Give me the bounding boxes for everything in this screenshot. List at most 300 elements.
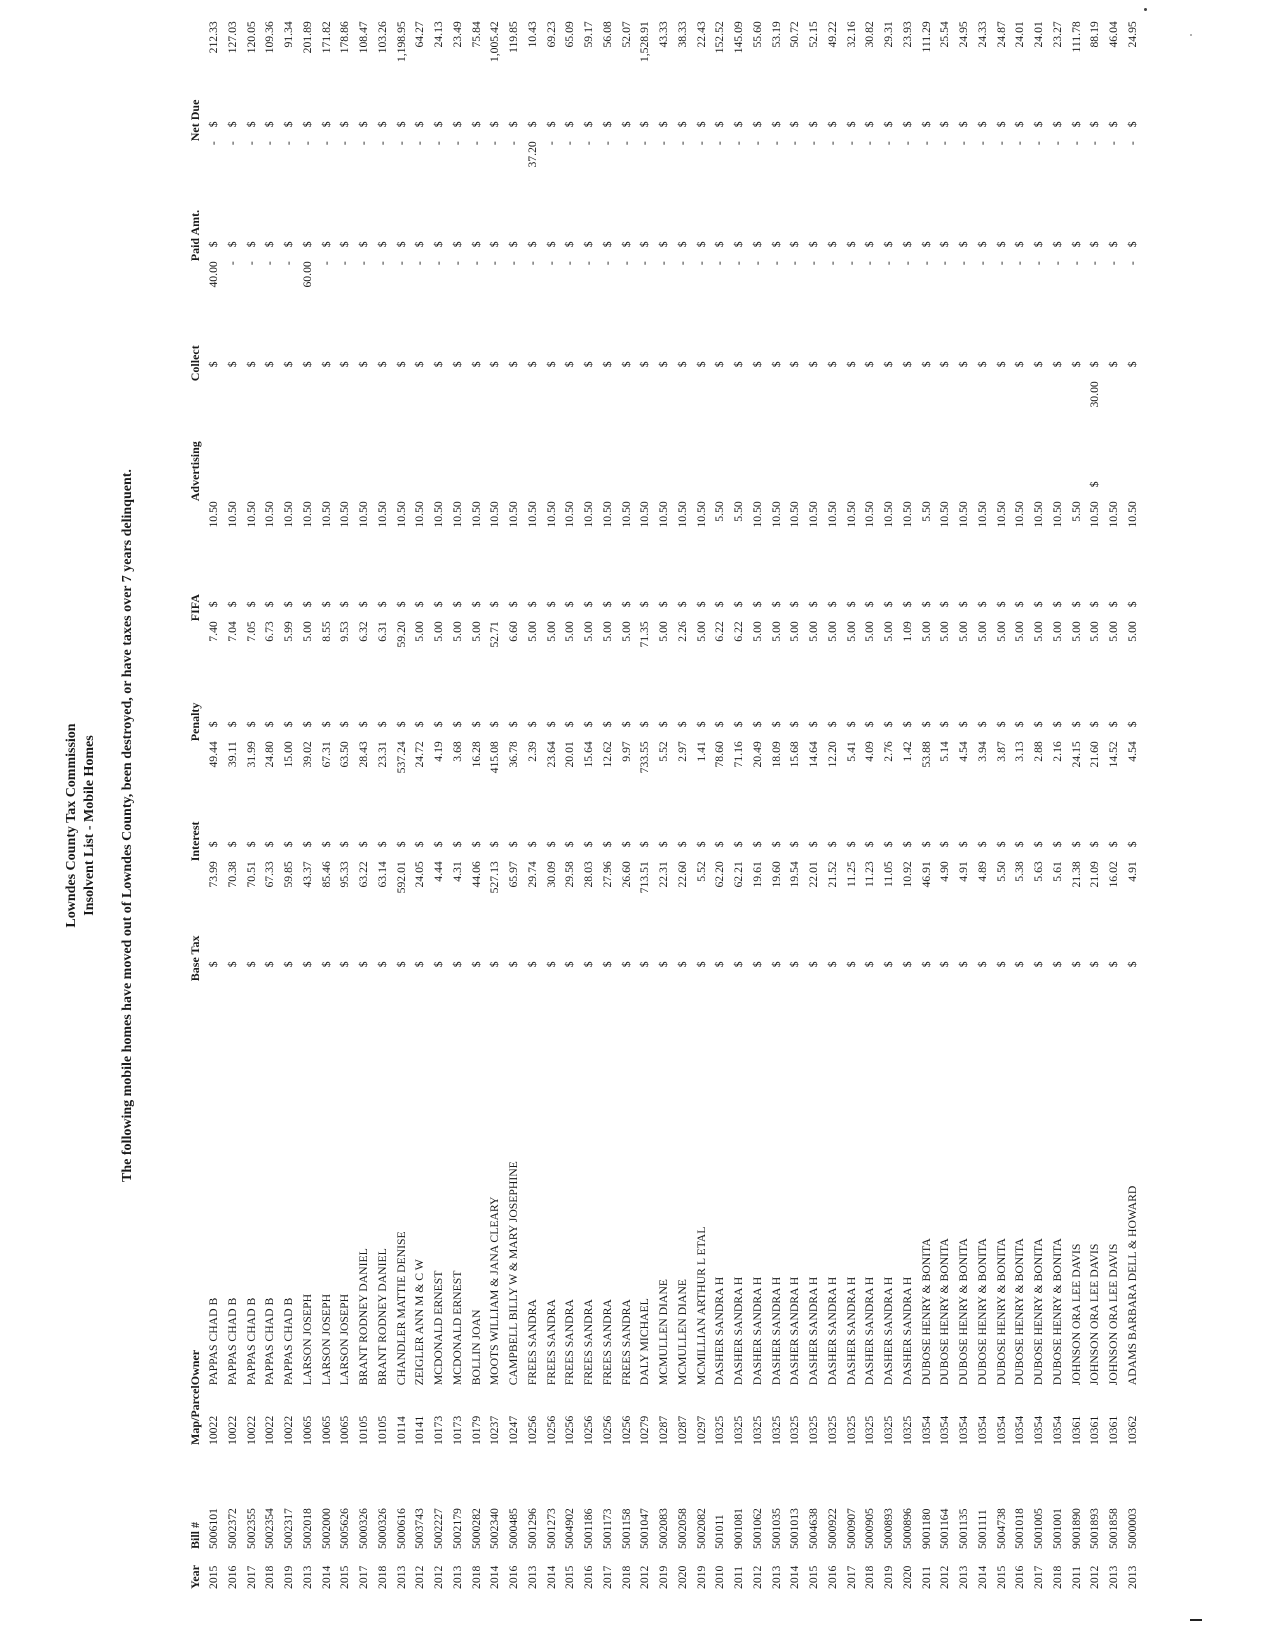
dollar-sign: $ [1050, 121, 1064, 128]
amount-value: 4.89 [975, 861, 989, 882]
cell-bill-number: 9001890 [1069, 1508, 1083, 1549]
dollar-sign: $ [657, 361, 670, 368]
cell-bill-number: 5001273 [544, 1508, 558, 1549]
cell-collect [1049, 261, 1068, 381]
amount-value: - [900, 261, 914, 266]
amount-value: 5.52 [657, 741, 670, 762]
dollar-sign: $ [769, 841, 783, 848]
table-row [899, 21, 918, 1589]
table-row [355, 21, 374, 1589]
cell-year: 2014 [788, 1565, 802, 1589]
amount-value: 24.95 [1125, 21, 1139, 48]
cell-paid [936, 141, 955, 261]
cell-bill-number: 5000896 [900, 1508, 914, 1549]
cell-paid [1030, 141, 1049, 261]
amount-value: - [957, 141, 970, 146]
cell-fifa [505, 501, 524, 621]
amount-value: 3.13 [1013, 741, 1027, 762]
amount-value: - [975, 261, 989, 266]
dollar-sign: $ [282, 121, 295, 128]
dollar-sign: $ [338, 241, 352, 248]
cell-map-parcel: 10173 [432, 1415, 445, 1445]
amount-value: 7.40 [207, 621, 220, 642]
amount-value: - [375, 261, 389, 266]
dollar-sign: $ [600, 961, 614, 968]
dollar-sign: $ [357, 601, 370, 608]
amount-value: 29.31 [882, 21, 895, 48]
cell-collect [711, 261, 730, 381]
cell-advertising [243, 381, 262, 501]
amount-value: 5.00 [957, 621, 970, 642]
table-row [955, 21, 974, 1589]
dollar-sign: $ [375, 721, 389, 728]
cell-interest [524, 741, 543, 861]
amount-value: 5.61 [1050, 861, 1064, 882]
amount-value: - [582, 141, 595, 146]
amount-value: 212.33 [207, 21, 220, 54]
dollar-sign: $ [844, 841, 858, 848]
amount-value: 24.72 [413, 741, 427, 768]
cell-map-parcel: 10279 [638, 1415, 652, 1445]
cell-advertising [336, 381, 355, 501]
amount-value: - [582, 261, 595, 266]
dollar-sign: $ [469, 601, 483, 608]
dollar-sign: $ [207, 721, 220, 728]
amount-value: 22.01 [807, 861, 820, 888]
cell-paid [1086, 141, 1105, 261]
cell-year: 2018 [263, 1565, 277, 1589]
cell-net [655, 21, 674, 141]
dollar-sign: $ [507, 841, 520, 848]
amount-value: - [525, 261, 539, 266]
cell-base [374, 861, 393, 981]
dollar-sign: $ [863, 361, 877, 368]
amount-value: 10.50 [244, 501, 258, 528]
amount-value: 527.13 [488, 861, 502, 894]
amount-value: 5.00 [413, 621, 427, 642]
amount-value: - [675, 261, 689, 266]
amount-value: - [375, 141, 389, 146]
dollar-sign: $ [432, 241, 445, 248]
dollar-sign: $ [507, 961, 520, 968]
cell-interest [711, 741, 730, 861]
amount-value: 733.55 [638, 741, 652, 774]
dollar-sign: $ [244, 721, 258, 728]
amount-value: - [1069, 141, 1083, 146]
cell-net [261, 21, 280, 141]
cell-collect [299, 261, 318, 381]
table-row [693, 21, 712, 1589]
cell-year: 2017 [357, 1565, 370, 1589]
cell-penalty [618, 621, 637, 741]
dollar-sign: $ [994, 961, 1008, 968]
cell-advertising [636, 381, 655, 501]
dollar-sign: $ [600, 241, 614, 248]
insolvent-table [183, 21, 1143, 1589]
dollar-sign: $ [994, 241, 1008, 248]
cell-net [693, 21, 712, 141]
dollar-sign: $ [1013, 961, 1027, 968]
table-row [1086, 21, 1105, 1589]
amount-value: - [394, 261, 408, 266]
dollar-sign: $ [1013, 121, 1027, 128]
cell-base [786, 861, 805, 981]
cell-collect [1030, 261, 1049, 381]
cell-collect [355, 261, 374, 381]
dollar-sign: $ [1088, 841, 1102, 848]
cell-year: 2014 [544, 1565, 558, 1589]
dollar-sign: $ [957, 841, 970, 848]
amount-value: 10.43 [525, 21, 539, 48]
cell-advertising [261, 381, 280, 501]
amount-value: - [769, 261, 783, 266]
dollar-sign: $ [1069, 841, 1083, 848]
table-row [636, 21, 655, 1589]
dollar-sign: $ [1088, 361, 1102, 368]
cell-owner: DASHER SANDRA H [769, 1276, 783, 1386]
table-row [561, 21, 580, 1589]
table-row [505, 21, 524, 1589]
amount-value: 32.16 [844, 21, 858, 48]
cell-advertising [655, 381, 674, 501]
amount-value: 10.50 [357, 501, 370, 528]
amount-value: - [1032, 261, 1045, 266]
dollar-sign: $ [563, 121, 577, 128]
cell-map-parcel: 10354 [994, 1415, 1008, 1445]
header-row [183, 21, 205, 1589]
cell-paid [693, 141, 712, 261]
table-row [393, 21, 412, 1589]
cell-paid [243, 141, 262, 261]
amount-value: - [357, 261, 370, 266]
amount-value: - [282, 141, 295, 146]
dollar-sign: $ [750, 721, 764, 728]
dollar-sign: $ [600, 361, 614, 368]
dollar-sign: $ [713, 961, 727, 968]
amount-value: - [544, 141, 558, 146]
cell-year: 2011 [919, 1566, 933, 1589]
amount-value: 4.44 [432, 861, 445, 882]
dollar-sign: $ [1107, 241, 1120, 248]
cell-collect [411, 261, 430, 381]
amount-value: 119.85 [507, 21, 520, 53]
table-row [843, 21, 862, 1589]
page-margin-mark [1190, 1619, 1202, 1621]
amount-value: 10.50 [975, 501, 989, 528]
cell-net [374, 21, 393, 141]
table-row [224, 21, 243, 1589]
cell-base [1011, 861, 1030, 981]
amount-value: 5.00 [450, 621, 464, 642]
cell-map-parcel: 10362 [1125, 1415, 1139, 1445]
dollar-sign: $ [938, 121, 952, 128]
amount-value: 5.99 [282, 621, 295, 642]
cell-owner: DUBOSE HENRY & BONITA [975, 1238, 989, 1386]
cell-base [280, 861, 299, 981]
scan-speck [1144, 8, 1147, 11]
dollar-sign: $ [732, 121, 745, 128]
amount-value: 10.50 [225, 501, 239, 528]
cell-bill-number: 9001081 [732, 1508, 745, 1549]
dollar-sign: $ [919, 841, 933, 848]
amount-value: 6.22 [732, 621, 745, 642]
amount-value: 5.00 [825, 621, 839, 642]
amount-value: 5.50 [1069, 501, 1083, 522]
amount-value: 10.50 [900, 501, 914, 528]
cell-advertising [993, 381, 1012, 501]
dollar-sign: $ [788, 961, 802, 968]
cell-penalty [693, 621, 712, 741]
amount-value: 63.14 [375, 861, 389, 888]
cell-interest [749, 741, 768, 861]
amount-value: 37.20 [525, 141, 539, 168]
cell-year: 2019 [882, 1565, 895, 1589]
cell-base [768, 861, 787, 981]
cell-fifa [674, 501, 693, 621]
dollar-sign: $ [957, 601, 970, 608]
amount-value: 5.00 [844, 621, 858, 642]
amount-value: 5.00 [1088, 621, 1102, 642]
cell-bill-number: 5000905 [863, 1508, 877, 1549]
cell-collect [993, 261, 1012, 381]
dollar-sign: $ [994, 841, 1008, 848]
dollar-sign: $ [1125, 241, 1139, 248]
dollar-sign: $ [694, 241, 708, 248]
amount-value: 4.90 [938, 861, 952, 882]
dollar-sign: $ [769, 361, 783, 368]
cell-net [711, 21, 730, 141]
dollar-sign: $ [657, 841, 670, 848]
cell-interest [730, 741, 749, 861]
cell-base [505, 861, 524, 981]
cell-interest [1011, 741, 1030, 861]
amount-value: 10.50 [1032, 501, 1045, 528]
amount-value: 201.89 [300, 21, 314, 54]
cell-fifa [636, 501, 655, 621]
table-row [618, 21, 637, 1589]
amount-value: - [825, 261, 839, 266]
cell-interest [918, 741, 937, 861]
cell-interest [993, 741, 1012, 861]
amount-value: 2.26 [675, 621, 689, 642]
cell-base [393, 861, 412, 981]
cell-paid [524, 141, 543, 261]
cell-bill-number: 5001158 [619, 1508, 633, 1549]
amount-value: - [1013, 261, 1027, 266]
dollar-sign: $ [994, 721, 1008, 728]
amount-value: - [450, 261, 464, 266]
table-row [599, 21, 618, 1589]
dollar-sign: $ [619, 841, 633, 848]
dollar-sign: $ [882, 241, 895, 248]
dollar-sign: $ [432, 361, 445, 368]
dollar-sign: $ [825, 841, 839, 848]
amount-value: 71.35 [638, 621, 652, 648]
amount-value: 5.00 [432, 621, 445, 642]
amount-value: 4.31 [450, 861, 464, 882]
dollar-sign: $ [619, 961, 633, 968]
amount-value: - [825, 141, 839, 146]
cell-net [393, 21, 412, 141]
cell-net [543, 21, 562, 141]
amount-value: 30.00 [1088, 381, 1102, 408]
cell-bill-number: 5001001 [1050, 1508, 1064, 1549]
amount-value: 3.87 [994, 741, 1008, 762]
amount-value: 5.14 [938, 741, 952, 762]
dollar-sign: $ [488, 361, 502, 368]
cell-interest [1049, 741, 1068, 861]
cell-collect [543, 261, 562, 381]
cell-bill-number: 5000907 [844, 1508, 858, 1549]
table-row [299, 21, 318, 1589]
dollar-sign: $ [1107, 121, 1120, 128]
amount-value: 91.34 [282, 21, 295, 48]
dollar-sign: $ [413, 841, 427, 848]
cell-collect [936, 261, 955, 381]
cell-year: 2015 [994, 1565, 1008, 1589]
cell-base [974, 861, 993, 981]
dollar-sign: $ [788, 361, 802, 368]
table-row [318, 21, 337, 1589]
amount-value: 1,005.42 [488, 21, 502, 63]
cell-owner: MCDONALD ERNEST [450, 1270, 464, 1386]
amount-value: 5.00 [1013, 621, 1027, 642]
cell-base [543, 861, 562, 981]
cell-net [430, 21, 449, 141]
cell-owner: BRANT RODNEY DANIEL [375, 1248, 389, 1386]
table-row [580, 21, 599, 1589]
cell-collect [486, 261, 505, 381]
amount-value: 10.50 [694, 501, 708, 528]
dollar-sign: $ [1125, 721, 1139, 728]
cell-owner: DASHER SANDRA H [788, 1276, 802, 1386]
amount-value: 10.50 [544, 501, 558, 528]
dollar-sign: $ [207, 241, 220, 248]
amount-value: 10.50 [1013, 501, 1027, 528]
dollar-sign: $ [938, 721, 952, 728]
cell-owner: DUBOSE HENRY & BONITA [919, 1238, 933, 1386]
cell-interest [655, 741, 674, 861]
cell-penalty [355, 621, 374, 741]
cell-bill-number: 5000616 [394, 1508, 408, 1549]
cell-paid [580, 141, 599, 261]
dollar-sign: $ [357, 721, 370, 728]
dollar-sign: $ [225, 361, 239, 368]
dollar-sign: $ [488, 241, 502, 248]
cell-base [486, 861, 505, 981]
cell-advertising [974, 381, 993, 501]
amount-value: 152.52 [713, 21, 727, 54]
cell-net [1086, 21, 1105, 141]
cell-fifa [1068, 501, 1087, 621]
amount-value: - [357, 141, 370, 146]
cell-map-parcel: 10325 [900, 1415, 914, 1445]
amount-value: 14.52 [1107, 741, 1120, 768]
amount-value: 178.86 [338, 21, 352, 54]
cell-fifa [711, 501, 730, 621]
cell-collect [374, 261, 393, 381]
cell-penalty [1086, 621, 1105, 741]
cell-advertising [505, 381, 524, 501]
amount-value: 75.84 [469, 21, 483, 48]
dollar-sign: $ [507, 121, 520, 128]
dollar-sign: $ [807, 841, 820, 848]
amount-value: 36.78 [507, 741, 520, 768]
dollar-sign: $ [900, 601, 914, 608]
dollar-sign: $ [1050, 721, 1064, 728]
cell-owner: DUBOSE HENRY & BONITA [957, 1238, 970, 1386]
cell-bill-number: 5001035 [769, 1508, 783, 1549]
dollar-sign: $ [450, 841, 464, 848]
cell-net [880, 21, 899, 141]
cell-net [486, 21, 505, 141]
cell-collect [1086, 261, 1105, 381]
cell-owner: LARSON JOSEPH [319, 1293, 333, 1386]
amount-value: 10.50 [938, 501, 952, 528]
table-row [936, 21, 955, 1589]
cell-net [918, 21, 937, 141]
cell-paid [336, 141, 355, 261]
cell-penalty [318, 621, 337, 741]
cell-year: 2014 [975, 1565, 989, 1589]
cell-penalty [224, 621, 243, 741]
amount-value: 10.50 [1088, 501, 1102, 528]
amount-value: 29.58 [563, 861, 577, 888]
amount-value: 65.97 [507, 861, 520, 888]
amount-value: 2.39 [525, 741, 539, 762]
amount-value: - [638, 261, 652, 266]
cell-year: 2012 [638, 1565, 652, 1589]
cell-paid [561, 141, 580, 261]
dollar-sign: $ [582, 241, 595, 248]
cell-net [618, 21, 637, 141]
cell-owner: MCMULLEN DIANE [675, 1279, 689, 1386]
amount-value: 15.00 [282, 741, 295, 768]
cell-interest [1124, 741, 1143, 861]
cell-map-parcel: 10354 [938, 1415, 952, 1445]
amount-value: - [1032, 141, 1045, 146]
dollar-sign: $ [225, 241, 239, 248]
cell-fifa [280, 501, 299, 621]
cell-owner: MCDONALD ERNEST [432, 1270, 445, 1386]
cell-interest [1068, 741, 1087, 861]
dollar-sign: $ [638, 721, 652, 728]
dollar-sign: $ [1032, 961, 1045, 968]
dollar-sign: $ [657, 961, 670, 968]
amount-value: 10.50 [619, 501, 633, 528]
cell-collect [880, 261, 899, 381]
cell-interest [449, 741, 468, 861]
cell-owner: DASHER SANDRA H [900, 1276, 914, 1386]
cell-paid [486, 141, 505, 261]
dollar-sign: $ [300, 241, 314, 248]
cell-base [955, 861, 974, 981]
cell-penalty [899, 621, 918, 741]
cell-year: 2013 [394, 1565, 408, 1589]
table-row [336, 21, 355, 1589]
cell-year: 2018 [863, 1565, 877, 1589]
cell-interest [355, 741, 374, 861]
cell-penalty [580, 621, 599, 741]
dollar-sign: $ [657, 721, 670, 728]
cell-collect [1105, 261, 1124, 381]
amount-value: - [413, 261, 427, 266]
cell-advertising [674, 381, 693, 501]
cell-penalty [449, 621, 468, 741]
cell-owner: PAPPAS CHAD B [263, 1297, 277, 1386]
dollar-sign: $ [338, 361, 352, 368]
cell-advertising [468, 381, 487, 501]
